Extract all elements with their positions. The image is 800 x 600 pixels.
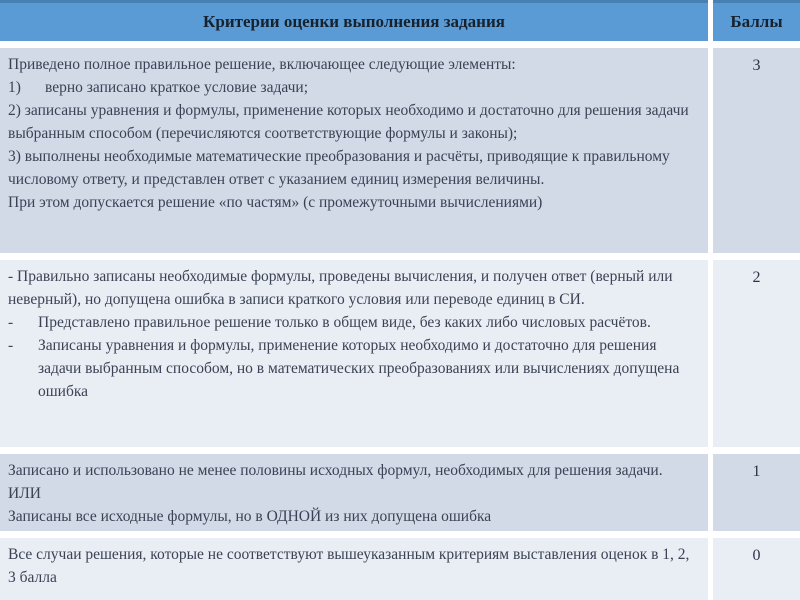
score-cell <box>713 48 800 253</box>
score-value: 1 <box>752 463 761 480</box>
points-header-label: Баллы <box>730 12 783 31</box>
score-cell <box>713 260 800 447</box>
table-header-points <box>713 0 800 41</box>
score-value: 2 <box>752 269 761 286</box>
criteria-paragraph: 2) записаны уравнения и формулы, применение которых необходимо и достаточно для решения задачи выбранным способом (перечисляются соответствующие формулы и законы); <box>8 102 689 142</box>
criteria-paragraph: Представлено правильное решение только в общем виде, без каких либо числовых расчётов. <box>38 314 651 331</box>
criteria-paragraph: 3) выполнены необходимые математические преобразования и расчёты, приводящие к правильному числовому ответу, и представлен ответ с указанием единиц измерения величины. <box>8 148 670 188</box>
criteria-paragraph: верно записано краткое условие задачи; <box>45 79 309 96</box>
criteria-cell-score-2 <box>0 260 708 447</box>
criteria-paragraph: Приведено полное правильное решение, включающее следующие элементы: <box>8 56 516 73</box>
criteria-paragraph: Записаны все исходные формулы, но в ОДНОЙ из них допущена ошибка <box>8 508 492 525</box>
score-cell <box>713 538 800 600</box>
score-value: 0 <box>752 547 761 564</box>
criteria-paragraph: Записано и использовано не менее половины исходных формул, необходимых для решения задачи. ИЛИ <box>8 462 663 502</box>
score-value: 3 <box>752 57 761 74</box>
criteria-paragraph: При этом допускается решение «по частям» (с промежуточными вычислениями) <box>8 194 543 211</box>
score-cell <box>713 454 800 531</box>
criteria-paragraph: Все случаи решения, которые не соответствуют вышеуказанным критериям выставления оценок в 1, 2, 3 балла <box>8 546 690 586</box>
criteria-header-label: Критерии оценки выполнения задания <box>203 12 505 31</box>
criteria-cell-score-0 <box>0 538 708 600</box>
criteria-paragraph: Записаны уравнения и формулы, применение которых необходимо и достаточно для решения задачи выбранным способом, но в математических преобразованиях или вычислениях допущена ошибка <box>38 337 680 400</box>
dash-bullet-marker: - <box>8 337 14 354</box>
criteria-bullet-item <box>8 311 696 334</box>
criteria-bullet-item <box>8 334 696 403</box>
dash-bullet-marker: - <box>8 314 14 331</box>
criteria-cell-score-1 <box>0 454 708 531</box>
criteria-numbered-item <box>8 76 696 99</box>
criteria-paragraph: - Правильно записаны необходимые формулы, проведены вычисления, и получен ответ (верный или неверный), но допущена ошибка в записи краткого условия или переводе единиц в СИ. <box>8 268 673 308</box>
table-header-criteria <box>0 0 708 41</box>
item-number-marker: 1) <box>8 79 21 96</box>
criteria-cell-score-3 <box>0 48 708 253</box>
